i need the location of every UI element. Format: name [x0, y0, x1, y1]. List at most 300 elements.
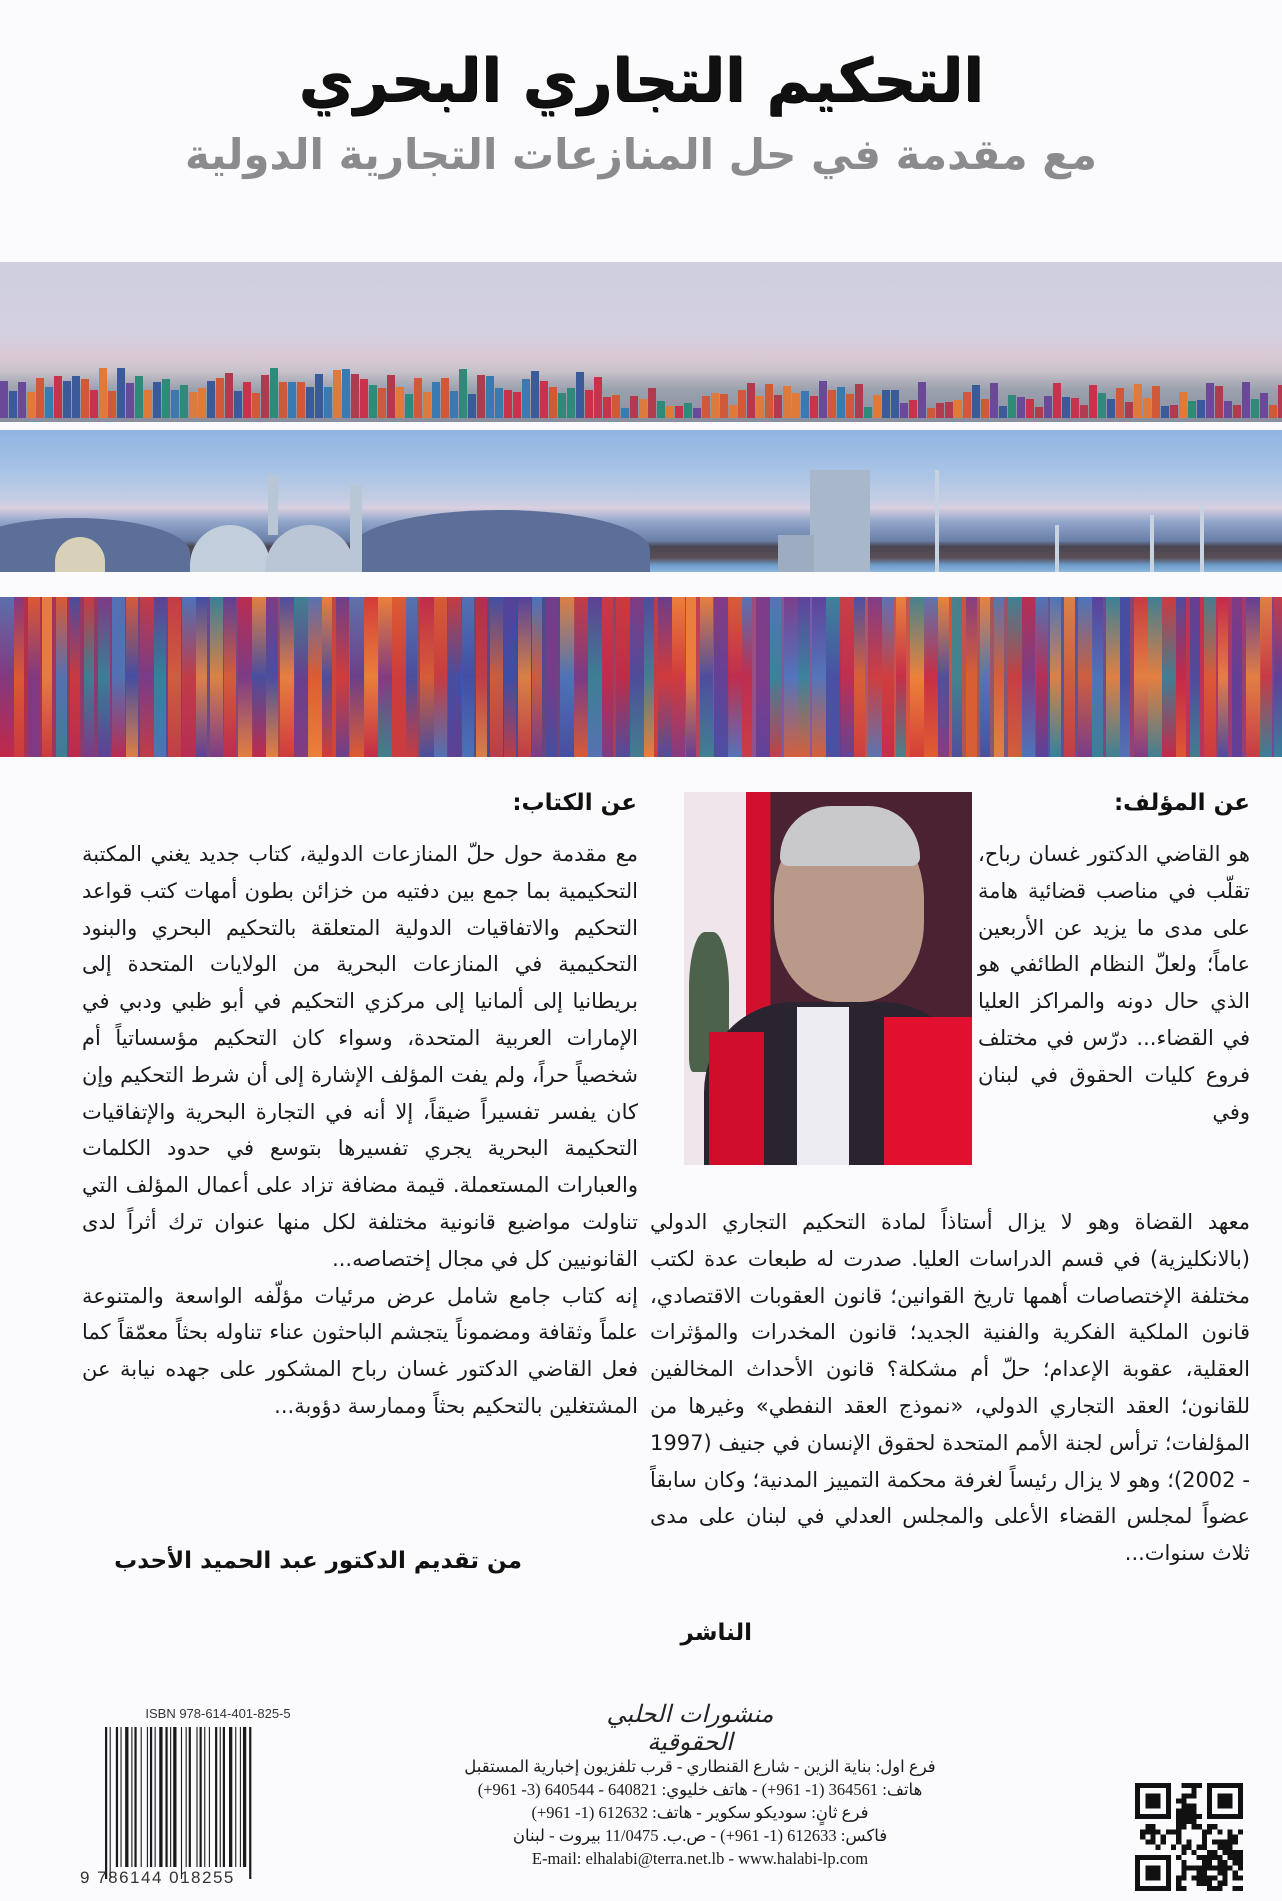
container-stack: [702, 396, 710, 418]
qr-module: [1202, 1829, 1207, 1834]
container-stack: [558, 393, 566, 418]
container-stack: [594, 377, 602, 418]
grain-elevator: [810, 470, 870, 572]
qr-module: [1181, 1865, 1186, 1870]
qr-module: [1176, 1814, 1181, 1819]
container-stack: [216, 378, 224, 418]
qr-module: [1171, 1829, 1176, 1834]
book-paragraph: مع مقدمة حول حلّ المنازعات الدولية، كتاب جديد يغني المكتبة التحكيمية بما جمع بين دفتيه من خزائن بطون أمهات كتب قواعد التحكيم والاتفاقيات الدولية المتعلقة بالتحكيم البحري والبنود التحكيمية في المنازعات البحرية من الولايات المتحدة إلى بريطانيا إلى ألمانيا إلى مركزي التحكيم في أبو ظبي ودبي في الإمارات العربية المتحدة، وسواء كان التحكيم مؤسساتياً أم شخصياً حراً، ولم يفت المؤلف الإشارة إلى أن شرط التحكيم وإن كان يفسر تفسيراً ضيقاً، إلا أنه في التجارة البحرية والإتفاقيات التحكيمة البحرية يجري تفسيرها بتوسع في حدود الكلمات والعبارات المستعملة. قيمة مضافة تزاد على أعمال المؤلف التي تناولت مواضيع قانونية مختلفة لكل منها عنوان ترك أثراً لدى القانونيين كل في مجال إختصاصه...: [82, 842, 638, 1271]
container-stack: [324, 387, 332, 418]
qr-module: [1192, 1783, 1197, 1788]
container-column: [462, 597, 474, 757]
qr-module: [1217, 1860, 1222, 1865]
barcode-bar: [204, 1727, 205, 1867]
container-stack: [252, 393, 260, 418]
contact-email-web: E-mail: elhalabi@terra.net.lb - www.halabi-lp.com: [531, 1849, 869, 1868]
container-column: [1134, 597, 1148, 757]
photo-band-industrial-port: [0, 430, 1282, 572]
qr-module: [1181, 1814, 1186, 1819]
author-heading: عن المؤلف:: [1113, 790, 1250, 816]
container-stack: [1080, 405, 1088, 418]
qr-module: [1192, 1814, 1197, 1819]
qr-module: [1181, 1809, 1186, 1814]
qr-module: [1176, 1840, 1181, 1845]
container-stack: [675, 406, 683, 418]
qr-module: [1212, 1855, 1217, 1860]
qr-module: [1176, 1881, 1181, 1886]
barcode-bar: [147, 1727, 148, 1867]
container-column: [238, 597, 253, 757]
container-column: [392, 597, 406, 757]
container-column: [1036, 597, 1048, 757]
container-column: [616, 597, 631, 757]
qr-module: [1186, 1845, 1191, 1850]
qr-module: [1145, 1824, 1150, 1829]
container-column: [126, 597, 138, 757]
container-column: [490, 597, 503, 757]
container-stack: [1224, 401, 1232, 418]
container-stack: [153, 382, 161, 418]
barcode-bar: [105, 1727, 107, 1879]
qr-module: [1222, 1876, 1227, 1881]
container-stack: [333, 370, 341, 418]
qr-module: [1233, 1860, 1238, 1865]
container-column: [910, 597, 925, 757]
qr-module: [1228, 1845, 1233, 1850]
qr-module: [1181, 1860, 1186, 1865]
container-stack: [1170, 405, 1178, 418]
qr-module: [1238, 1876, 1243, 1881]
container-column: [1190, 597, 1200, 757]
qr-module: [1192, 1850, 1197, 1855]
qr-module: [1197, 1881, 1202, 1886]
container-stack: [585, 390, 593, 418]
container-stack: [837, 387, 845, 418]
qr-module: [1233, 1840, 1238, 1845]
qr-module: [1202, 1881, 1207, 1886]
container-stack: [1116, 388, 1124, 418]
qr-module: [1181, 1804, 1186, 1809]
container-stack: [144, 390, 152, 418]
container-stack: [180, 385, 188, 418]
container-stack: [486, 376, 494, 418]
qr-module: [1186, 1793, 1191, 1798]
container-column: [84, 597, 94, 757]
container-stack: [693, 408, 701, 418]
barcode-bar: [200, 1727, 202, 1867]
white-jabot: [797, 1007, 849, 1165]
building: [778, 535, 814, 572]
barcode-bar: [155, 1727, 156, 1867]
photo-band-container-terminal: [0, 597, 1282, 757]
container-stack: [1242, 382, 1250, 418]
container-column: [28, 597, 40, 757]
container-column: [728, 597, 743, 757]
qr-module: [1171, 1845, 1176, 1850]
isbn-label: ISBN 978-614-401-825-5: [145, 1706, 291, 1721]
container-stack: [441, 378, 449, 418]
container-stack: [63, 381, 71, 418]
qr-module: [1186, 1809, 1191, 1814]
qr-module: [1156, 1845, 1161, 1850]
container-column: [714, 597, 729, 757]
container-stack: [54, 376, 62, 418]
qr-module: [1217, 1840, 1222, 1845]
container-column: [196, 597, 207, 757]
container-column: [574, 597, 588, 757]
barcode-bar: [235, 1727, 236, 1867]
barcode-bar: [110, 1727, 111, 1879]
qr-module: [1238, 1850, 1243, 1855]
barcode-bar: [181, 1727, 182, 1879]
qr-module: [1186, 1814, 1191, 1819]
container-column: [756, 597, 770, 757]
container-column: [602, 597, 613, 757]
container-column: [42, 597, 52, 757]
barcode-bar: [223, 1727, 225, 1867]
container-stack: [369, 385, 377, 418]
qr-module: [1233, 1855, 1238, 1860]
barcode-bar: [229, 1727, 232, 1867]
qr-module: [1140, 1834, 1145, 1839]
container-column: [294, 597, 309, 757]
container-stack: [234, 391, 242, 418]
book-title: التحكيم التجاري البحري: [298, 46, 984, 116]
container-stack: [243, 382, 251, 418]
qr-module: [1222, 1881, 1227, 1886]
container-stack: [765, 384, 773, 418]
book-subtitle: مع مقدمة في حل المنازعات التجارية الدولية: [185, 130, 1097, 179]
silo: [190, 525, 270, 572]
container-stack: [747, 383, 755, 418]
container-stack: [504, 390, 512, 418]
container-stack: [270, 368, 278, 418]
qr-module: [1145, 1793, 1160, 1808]
container-stack: [477, 375, 485, 418]
book-heading: عن الكتاب:: [512, 790, 637, 816]
container-stack: [981, 399, 989, 418]
barcode-bar: [249, 1727, 251, 1879]
container-stack: [0, 381, 8, 418]
qr-module: [1192, 1809, 1197, 1814]
container-column: [476, 597, 487, 757]
qr-module: [1192, 1804, 1197, 1809]
qr-module: [1181, 1793, 1186, 1798]
qr-module: [1140, 1829, 1145, 1834]
contact-line: فاكس: 612633 (1- 961+) - ص.ب. 11/0475 بيروت - لبنان: [512, 1826, 888, 1845]
container-column: [1064, 597, 1075, 757]
publisher-signature: الناشر: [680, 1620, 752, 1646]
container-stack: [1152, 386, 1160, 418]
container-stack: [1233, 405, 1241, 418]
author-hair: [780, 806, 920, 866]
qr-module: [1222, 1840, 1227, 1845]
qr-module: [1197, 1876, 1202, 1881]
container-stack: [315, 374, 323, 418]
qr-module: [1197, 1814, 1202, 1819]
container-column: [308, 597, 322, 757]
container-column: [224, 597, 236, 757]
container-stack: [972, 385, 980, 418]
container-column: [434, 597, 447, 757]
container-column: [672, 597, 685, 757]
qr-module: [1207, 1876, 1212, 1881]
qr-module: [1197, 1870, 1202, 1875]
container-column: [1148, 597, 1162, 757]
author-bio-part-2: معهد القضاة وهو لا يزال أستاذاً لمادة التحكيم التجاري الدولي (بالانكليزية) في قسم الدراسات العليا. صدرت له طبعات عدة لكتب مختلفة الإختصاصات أهمها تاريخ القوانين؛ قانون العقوبات الاقتصادي، قانون الملكية الفكرية والفنية الجديد؛ قانون المخدرات والمؤثرات العقلية، عقوبة الإعدام؛ حلّ أم مشكلة؟ قانون الأحداث المخالفين للقانون؛ العقد التجاري الدولي، «نموذج العقد النفطي» وغيرها من المؤلفات؛ ترأس لجنة الأمم المتحدة لحقوق الإنسان في جنيف (1997 - 2002)؛ وهو لا يزال رئيساً لغرفة محكمة التمييز المدنية؛ وكان سابقاً عضواً لمجلس القضاء الأعلى والمجلس العدلي في لبنان على مدى ثلاث سنوات...: [650, 1210, 1250, 1566]
qr-module: [1202, 1865, 1207, 1870]
author-bio-part-1: هو القاضي الدكتور غسان رباح، تقلّب في مناصب قضائية هامة على مدى ما يزيد عن الأربعين عاماً؛ ولعلّ النظام الطائفي هو الذي حال دونه والمراكز العليا في القضاء... درّس في مختلف فروع كليات الحقوق في لبنان وفي: [978, 842, 1250, 1124]
container-stack: [360, 379, 368, 418]
qr-module: [1197, 1855, 1202, 1860]
container-stack: [279, 382, 287, 418]
container-stack: [612, 395, 620, 418]
book-description: [82, 836, 638, 1425]
container-stack: [603, 397, 611, 418]
container-column: [630, 597, 644, 757]
container-stack: [414, 378, 422, 418]
container-stack: [1215, 386, 1223, 418]
qr-module: [1202, 1840, 1207, 1845]
qr-module: [1192, 1788, 1197, 1793]
barcode-bar: [131, 1727, 132, 1867]
container-column: [1092, 597, 1103, 757]
container-column: [266, 597, 278, 757]
qr-module: [1192, 1824, 1197, 1829]
container-column: [868, 597, 882, 757]
container-stack: [1269, 405, 1277, 418]
container-column: [336, 597, 349, 757]
barcode-bar: [186, 1727, 187, 1867]
qr-module: [1217, 1870, 1222, 1875]
container-stack: [342, 369, 350, 418]
container-stack: [351, 374, 359, 418]
barcode-bar: [165, 1727, 167, 1867]
container-column: [644, 597, 654, 757]
container-column: [784, 597, 799, 757]
container-stack: [927, 408, 935, 418]
container-stack: [621, 408, 629, 418]
qr-module: [1202, 1876, 1207, 1881]
qr-module: [1217, 1845, 1222, 1850]
container-stack: [45, 387, 53, 418]
container-column: [1232, 597, 1242, 757]
qr-module: [1207, 1850, 1212, 1855]
container-stack: [900, 403, 908, 418]
qr-module: [1228, 1850, 1233, 1855]
crane: [1150, 515, 1154, 572]
container-stack: [495, 388, 503, 418]
qr-module: [1181, 1886, 1186, 1891]
qr-module: [1222, 1865, 1227, 1870]
container-stack: [531, 371, 539, 418]
container-column: [826, 597, 841, 757]
qr-module: [1176, 1798, 1181, 1803]
qr-module: [1181, 1850, 1186, 1855]
container-stack: [1044, 396, 1052, 418]
qr-module: [1217, 1865, 1222, 1870]
container-column: [420, 597, 434, 757]
container-stack: [774, 395, 782, 418]
container-stack: [1098, 393, 1106, 418]
foreword-credit: من تقديم الدكتور عبد الحميد الأحدب: [114, 1548, 522, 1574]
container-stack: [540, 381, 548, 418]
container-column: [658, 597, 672, 757]
container-stack: [873, 395, 881, 418]
container-column: [14, 597, 24, 757]
container-column: [154, 597, 166, 757]
qr-module: [1212, 1865, 1217, 1870]
barcode-bar: [243, 1727, 246, 1867]
container-stack: [990, 383, 998, 418]
container-stack: [1179, 392, 1187, 418]
qr-module: [1161, 1834, 1166, 1839]
qr-module: [1202, 1855, 1207, 1860]
container-column: [1106, 597, 1120, 757]
container-column: [182, 597, 196, 757]
container-stack: [450, 391, 458, 418]
qr-module: [1228, 1840, 1233, 1845]
container-column: [518, 597, 531, 757]
container-column: [854, 597, 865, 757]
container-column: [1120, 597, 1130, 757]
barcode-bar: [196, 1727, 197, 1867]
barcode-bar: [220, 1727, 221, 1867]
container-column: [364, 597, 379, 757]
qr-module: [1238, 1886, 1243, 1891]
container-stack: [810, 396, 818, 418]
container-column: [812, 597, 826, 757]
qr-module: [1176, 1876, 1181, 1881]
container-column: [546, 597, 557, 757]
container-stack: [459, 369, 467, 418]
container-column: [112, 597, 125, 757]
container-column: [700, 597, 713, 757]
container-column: [798, 597, 810, 757]
container-column: [896, 597, 906, 757]
container-stack: [189, 392, 197, 418]
qr-module: [1181, 1819, 1186, 1824]
qr-module: [1186, 1865, 1191, 1870]
container-stack: [1206, 383, 1214, 418]
qr-module: [1145, 1829, 1150, 1834]
qr-module: [1197, 1783, 1202, 1788]
container-stack: [135, 376, 143, 418]
container-stack: [864, 407, 872, 418]
qr-module: [1176, 1829, 1181, 1834]
qr-module: [1176, 1819, 1181, 1824]
container-stack: [1071, 398, 1079, 418]
qr-module: [1176, 1834, 1181, 1839]
qr-module: [1212, 1876, 1217, 1881]
container-stack: [963, 392, 971, 418]
qr-module: [1233, 1834, 1238, 1839]
qr-module: [1212, 1840, 1217, 1845]
container-column: [1162, 597, 1176, 757]
qr-module: [1217, 1829, 1222, 1834]
container-stack: [18, 382, 26, 418]
container-stack: [891, 390, 899, 418]
container-column: [532, 597, 542, 757]
container-column: [980, 597, 990, 757]
qr-module: [1202, 1845, 1207, 1850]
container-stack: [207, 381, 215, 418]
barcode-bar: [125, 1727, 128, 1867]
container-column: [168, 597, 181, 757]
container-stack: [1008, 395, 1016, 418]
container-stack: [720, 394, 728, 418]
container-column: [938, 597, 949, 757]
container-column: [56, 597, 67, 757]
silo: [265, 525, 355, 572]
container-stack: [171, 390, 179, 418]
container-column: [448, 597, 461, 757]
author-photo: [684, 792, 972, 1165]
qr-module: [1217, 1793, 1232, 1808]
container-column: [686, 597, 696, 757]
mountain: [350, 510, 650, 572]
container-stack: [1053, 383, 1061, 418]
barcode-bar: [134, 1727, 136, 1867]
container-stack: [729, 405, 737, 418]
container-stack: [1260, 393, 1268, 418]
barcode-bar: [170, 1727, 171, 1867]
photo-band-container-port: [0, 262, 1282, 422]
container-stack: [27, 392, 35, 418]
container-stack: [99, 368, 107, 418]
container-column: [350, 597, 365, 757]
crane: [935, 470, 939, 572]
container-column: [560, 597, 575, 757]
container-stack: [288, 382, 296, 418]
container-column: [1050, 597, 1061, 757]
qr-module: [1222, 1850, 1227, 1855]
publisher-logo: منشورات الحلبي الحقوقية: [606, 1700, 774, 1756]
container-stack: [432, 382, 440, 418]
container-column: [952, 597, 962, 757]
contact-line: فرع ثانٍ: سوديكو سكوير - هاتف: 612632 (1- 961+): [531, 1803, 869, 1822]
container-stack: [1188, 401, 1196, 418]
container-stack: [846, 394, 854, 418]
container-stack: [306, 387, 314, 418]
qr-module: [1202, 1834, 1207, 1839]
barcode-bar: [141, 1727, 142, 1867]
qr-module: [1238, 1855, 1243, 1860]
container-stack: [396, 387, 404, 418]
qr-module: [1181, 1824, 1186, 1829]
contact-line: فرع اول: بناية الزين - شارع القنطاري - قرب تلفزيون إخبارية المستقبل: [464, 1757, 936, 1776]
barcode-bar: [121, 1727, 122, 1867]
container-column: [1274, 597, 1282, 757]
container-column: [1204, 597, 1216, 757]
container-stack: [423, 392, 431, 418]
container-stack: [90, 390, 98, 418]
qr-module: [1150, 1829, 1155, 1834]
qr-module: [1228, 1829, 1233, 1834]
container-stack: [783, 386, 791, 418]
container-stack: [378, 388, 386, 418]
container-stack: [198, 388, 206, 418]
qr-module: [1238, 1860, 1243, 1865]
qr-module: [1197, 1824, 1202, 1829]
qr-module: [1181, 1845, 1186, 1850]
qr-module: [1186, 1804, 1191, 1809]
container-column: [840, 597, 854, 757]
barcode-bar: [116, 1727, 118, 1867]
qr-module: [1197, 1845, 1202, 1850]
qr-module: [1176, 1809, 1181, 1814]
qr-module: [1145, 1865, 1160, 1880]
